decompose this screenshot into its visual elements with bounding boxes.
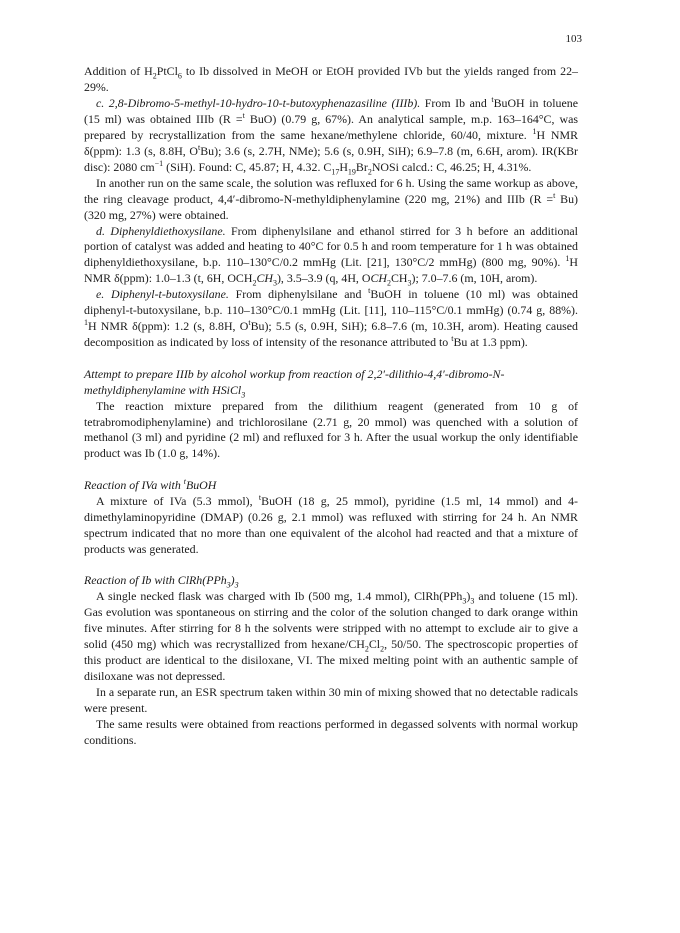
paragraph: In another run on the same scale, the solution was refluxed for 6 h. Using the same workup as above, the ring cleavage product, 4,4′-dibromo-N-methyldiphenylamine (220 mg, 21%) and IIIb (R =$^t$ Bu) (320 mg, 27%) were obtained. [84,175,578,222]
paragraph: A mixture of IVa (5.3 mmol), $^t$BuOH (18 g, 25 mmol), pyridine (1.5 ml, 14 mmol) and 4-dimethylaminopyridine (DMAP) (0.26 g, 2.1 mmol) was refluxed with stirring for 24 h. An NMR spectrum indicated that no more than one equivalent of the alcohol had reacted and that a mixture of products was generated. [84,492,579,556]
article-body [84,64,578,749]
paragraph: A single necked flask was charged with Ib (500 mg, 1.4 mmol), $ClRh(PPh_3)_3$ and toluene (15 ml). Gas evolution was spontaneous on stirring and the color of the solution changed to dark orange within five minutes. After stirring for 8 h the solvents were stripped with no attempt to exclude air to give a solid (450 mg) which was recrystallized from hexane/$CH_2Cl_2$, 50/50. The spectroscopic properties of this product are identical to the disiloxane, VI. The mixed melting point with an authentic sample of disiloxane was not depressed. [84,589,578,683]
paragraph: e. Diphenyl-t-butoxysilane. From diphenylsilane and $^t$BuOH in toluene (10 ml) was obtained diphenyl-t-butoxysilane, b.p. 110–130°C/0.1 mmHg (Lit. [11], 110–115°C/0.1 mmHg) (0.74 g, 88%). $^1$H NMR δ(ppm): 1.2 (s, 8.8H, $O^tBu$); 5.5 (s, 0.9H, SiH); 6.8–7.6 (m, 10.3H, arom). Heating caused decomposition as indicated by loss of intensity of the resonance attributed to $^t$Bu at 1.3 ppm). [84,286,578,350]
paragraph: d. Diphenyldiethoxysilane. From diphenylsilane and ethanol stirred for 3 h before an additional portion of catalyst was added and heating to 40°C for 0.5 h and room temperature for 1 h was obtained diphenyldiethoxysilane, b.p. 110–130°C/0.2 mmHg (Lit. [21], 130°C/2 mmHg) (800 mg, 90%). $^1$H NMR δ(ppm): 1.0–1.3 (t, 6H, $OCH_2CH_3$), 3.5–3.9 (q, 4H, $OCH_2CH_3$); 7.0–7.6 (m, 10H, arom). [84,223,578,288]
section-gap [84,558,578,574]
section-heading: Attempt to prepare IIIb by alcohol workup from reaction of 2,2′-dilithio-4,4′-dibromo-N-methyldiphenylamine with HSiCl$_3$ [84,366,505,399]
paragraph: Addition of $H_2PtCl_6$ to Ib dissolved in MeOH or EtOH provided IVb but the yields ranged from 22–29%. [84,64,578,94]
section-heading: Reaction of IVa with $^t$BuOH [84,476,217,492]
paragraph: c. 2,8-Dibromo-5-methyl-10-hydro-10-t-butoxyphenazasiline (IIIb). From Ib and $^t$BuOH in toluene (15 ml) was obtained IIIb (R =$^t$ BuO) (0.79 g, 67%). An analytical sample, m.p. 163–164°C, was prepared by recrystallization from the same hexane/methylene chloride, 60/40, mixture. $^1$H NMR δ(ppm): 1.3 (s, 8.8H, $O^tBu$); 3.6 (s, 2.7H, NMe); 5.6 (s, 0.9H, SiH); 6.9–7.8 (m, 6.6H, arom). IR(KBr disc): 2080 $cm^{-1}$ (SiH). Found: C, 45.87; H, 4.32. $C_{17}H_{19}Br_2NOSi$ calcd.: C, 46.25; H, 4.31%. [84,94,579,177]
paragraph: The reaction mixture prepared from the dilithium reagent (generated from 10 g of tetrabromodiphenylamine) and trichlorosilane (2.71 g, 20 mmol) was quenched with a solution of methanol (3 ml) and pyridine (2 ml) and refluxed for 3 h. After the usual workup the only identifiable product was Ib (1.0 g, 14%). [84,398,578,461]
section-heading: Reaction of Ib with $ClRh(PPh_3)_3$ [84,573,239,590]
paragraph: In a separate run, an ESR spectrum taken within 30 min of mixing showed that no detectable radicals were present. [84,684,578,715]
paragraph: The same results were obtained from reactions performed in degassed solvents with normal workup conditions. [84,716,578,747]
section-gap [84,462,578,478]
section-gap [84,351,578,367]
page-number: 103 [565,33,582,45]
